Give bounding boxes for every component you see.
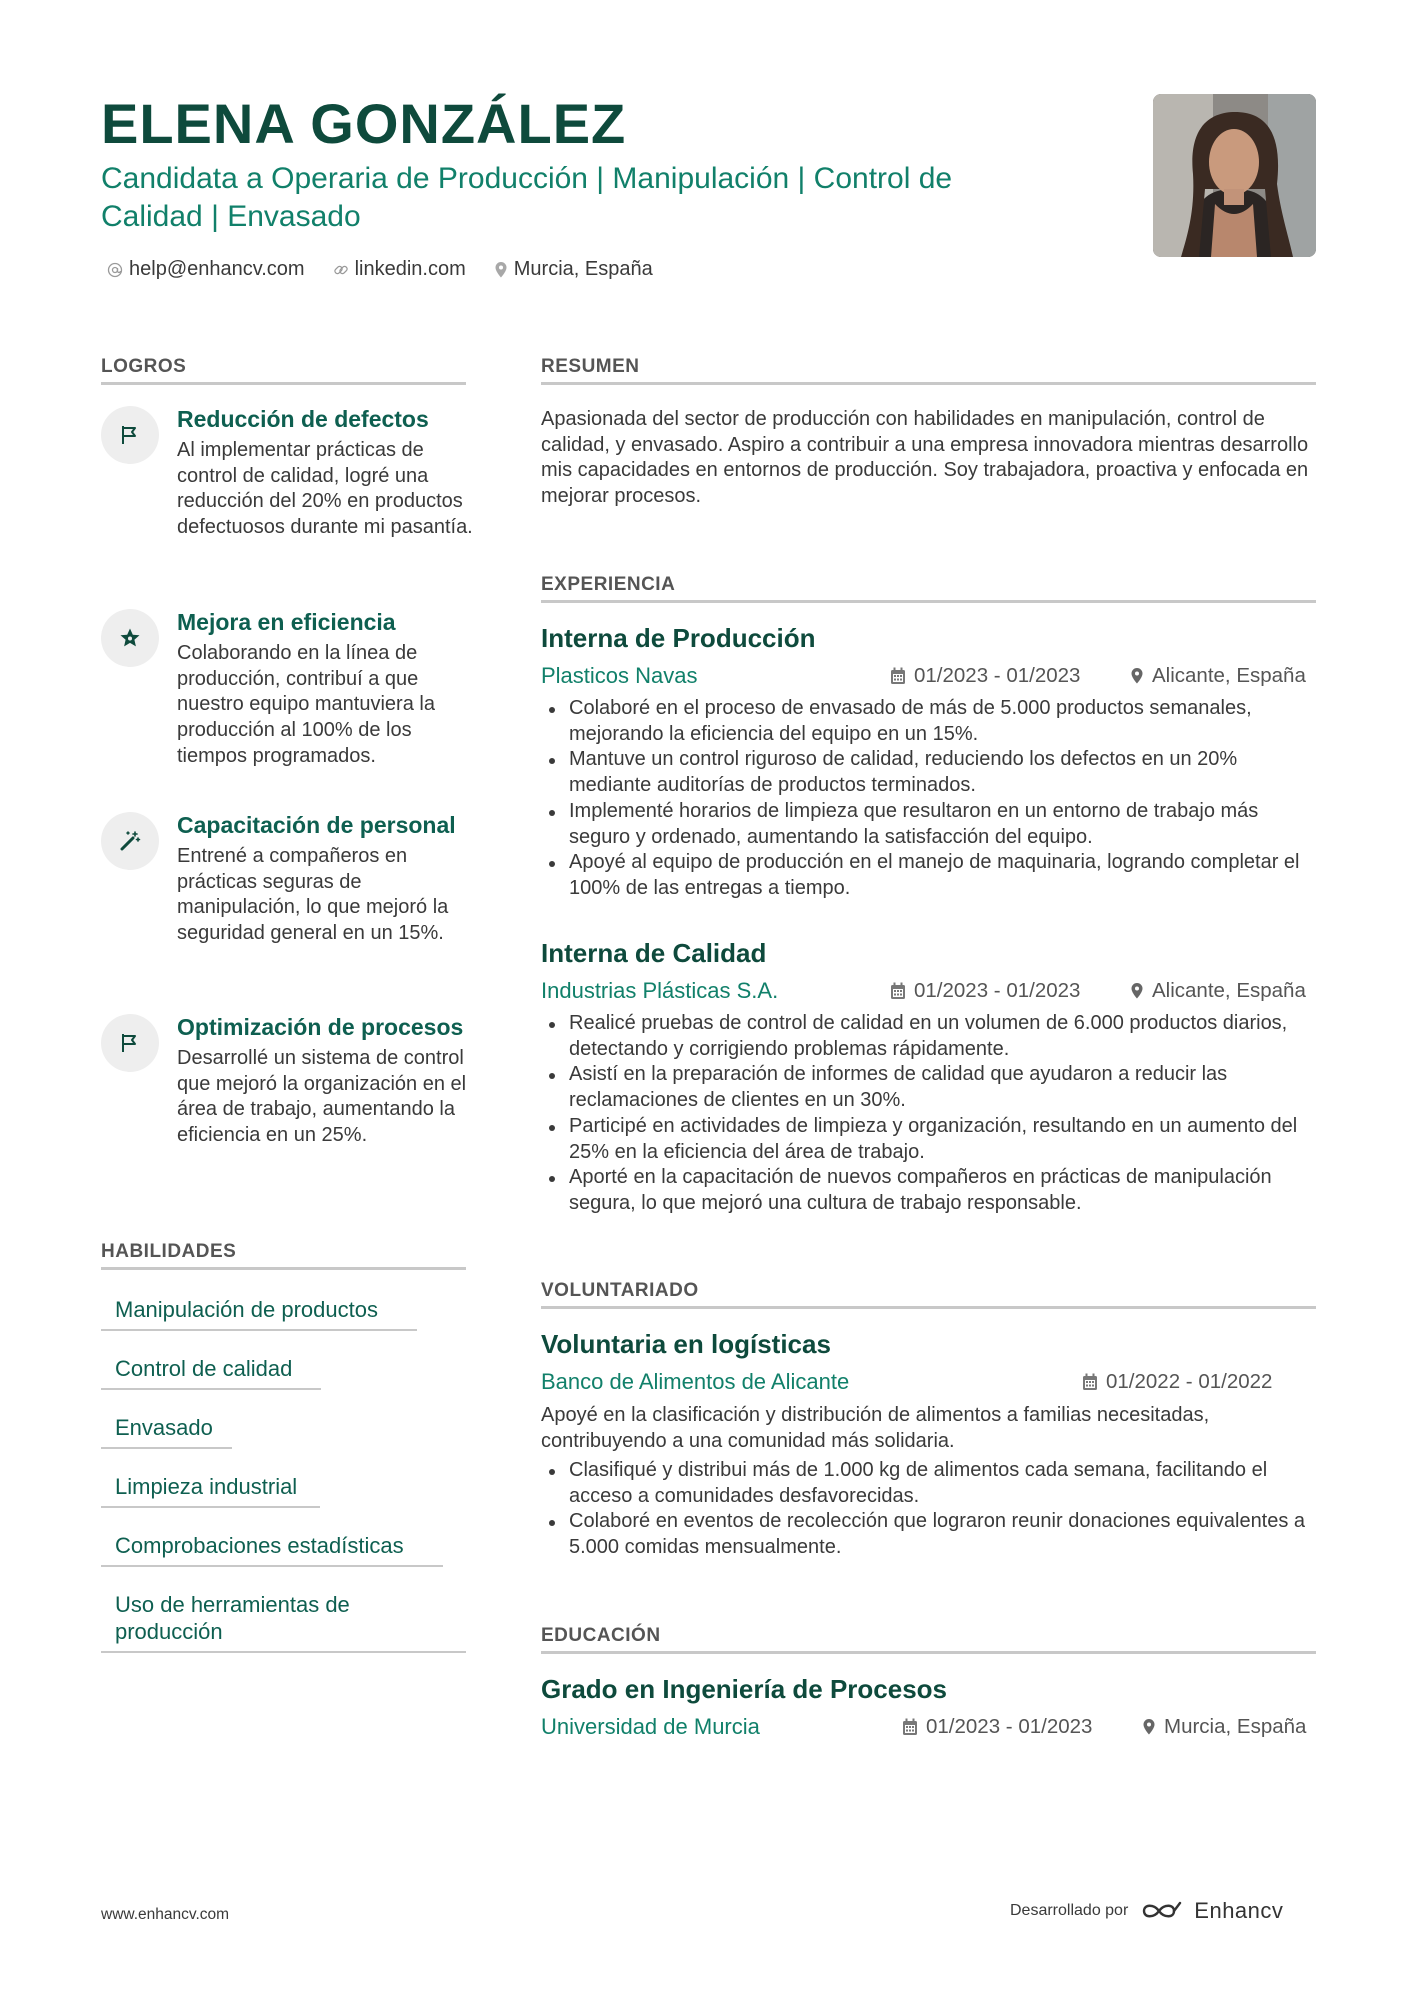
calendar-icon bbox=[890, 982, 906, 1000]
achievement-icon-wrap bbox=[101, 812, 159, 870]
location-text: Murcia, España bbox=[513, 258, 653, 280]
volunteer-organization: Banco de Alimentos de Alicante bbox=[541, 1369, 850, 1394]
achievements-divider bbox=[101, 382, 466, 385]
education-location bbox=[1142, 1713, 1306, 1741]
achievement-title: Mejora en eficiencia bbox=[177, 609, 396, 635]
volunteer-bullet: Clasifiqué y distribui más de 1.000 kg de alimentos cada semana, facilitando el acceso a comunidades desfavorecidas. bbox=[541, 1458, 1321, 1509]
footer-branding bbox=[1010, 1898, 1283, 1924]
achievement-icon-wrap bbox=[101, 406, 159, 464]
location-pin-icon bbox=[1142, 1718, 1156, 1736]
job-bullet: Implementé horarios de limpieza que resultaron en un entorno de trabajo más seguro y ordenado, aumentando la satisfacción del equipo. bbox=[541, 799, 1321, 850]
job-bullet: Apoyé al equipo de producción en el manejo de maquinaria, logrando completar el 100% de las entregas a tiempo. bbox=[541, 850, 1321, 901]
footer-brand[interactable]: Enhancv bbox=[1194, 1898, 1284, 1923]
volunteer-bullets bbox=[541, 1458, 1321, 1561]
summary-heading: RESUMEN bbox=[541, 356, 640, 377]
candidate-subtitle: Candidata a Operaria de Producción | Manipulación | Control de Calidad | Envasado bbox=[101, 162, 953, 233]
skill-item: Comprobaciones estadísticas bbox=[101, 1532, 443, 1567]
volunteer-dates-text: 01/2022 - 01/2022 bbox=[1106, 1370, 1273, 1393]
link-icon bbox=[333, 262, 349, 278]
education-dates-text: 01/2023 - 01/2023 bbox=[926, 1715, 1093, 1738]
volunteer-title: Voluntaria en logísticas bbox=[541, 1329, 831, 1359]
achievement-icon-wrap bbox=[101, 1014, 159, 1072]
skill-item: Envasado bbox=[101, 1414, 232, 1449]
linkedin-text: linkedin.com bbox=[354, 258, 466, 280]
volunteering-heading: VOLUNTARIADO bbox=[541, 1280, 699, 1301]
location-pin-icon bbox=[494, 261, 508, 279]
experience-heading: EXPERIENCIA bbox=[541, 574, 676, 595]
job-location-text: Alicante, España bbox=[1152, 664, 1306, 687]
education-location-text: Murcia, España bbox=[1164, 1715, 1307, 1738]
skill-item: Limpieza industrial bbox=[101, 1473, 320, 1508]
job-bullet: Realicé pruebas de control de calidad en un volumen de 6.000 productos diarios, detectando y corrigiendo problemas rápidamente. bbox=[541, 1011, 1321, 1062]
summary-divider bbox=[541, 382, 1316, 385]
candidate-name: ELENA GONZÁLEZ bbox=[101, 92, 627, 155]
job-dates bbox=[890, 977, 1080, 1005]
star-icon bbox=[118, 626, 142, 650]
job-bullet: Aporté en la capacitación de nuevos compañeros en prácticas de manipulación segura, lo que mejoró una cultura de trabajo responsable. bbox=[541, 1165, 1321, 1216]
footer-website[interactable]: www.enhancv.com bbox=[101, 1906, 230, 1923]
job-dates bbox=[890, 662, 1080, 690]
achievement-text: Desarrollé un sistema de control que mejoró la organización en el área de trabajo, aumentando la eficiencia en un 25%. bbox=[177, 1047, 467, 1147]
achievement-title: Optimización de procesos bbox=[177, 1014, 464, 1040]
achievement-item bbox=[101, 607, 471, 777]
education-heading: EDUCACIÓN bbox=[541, 1625, 661, 1646]
achievement-text: Entrené a compañeros en prácticas seguras de manipulación, lo que mejoró la seguridad general en un 15%. bbox=[177, 845, 449, 945]
education-divider bbox=[541, 1651, 1316, 1654]
achievements-heading: LOGROS bbox=[101, 356, 187, 377]
education-degree: Grado en Ingeniería de Procesos bbox=[541, 1674, 948, 1704]
flag-icon bbox=[118, 423, 142, 447]
skill-item: Uso de herramientas de producción bbox=[101, 1591, 466, 1653]
volunteer-bullet: Colaboré en eventos de recolección que lograron reunir donaciones equivalentes a 5.000 comidas mensualmente. bbox=[541, 1509, 1321, 1560]
profile-photo bbox=[1153, 94, 1316, 257]
contact-linkedin[interactable] bbox=[333, 258, 466, 281]
volunteer-dates bbox=[1082, 1368, 1272, 1396]
achievement-icon-wrap bbox=[101, 609, 159, 667]
job-bullets bbox=[541, 696, 1321, 902]
at-icon bbox=[107, 262, 123, 278]
email-text: help@enhancv.com bbox=[129, 258, 305, 280]
achievement-item bbox=[101, 1012, 471, 1182]
skill-item: Manipulación de productos bbox=[101, 1296, 417, 1331]
job-title: Interna de Calidad bbox=[541, 938, 767, 968]
job-bullets bbox=[541, 1011, 1321, 1217]
job-location bbox=[1130, 662, 1306, 690]
contact-email[interactable] bbox=[107, 258, 305, 281]
flag-icon bbox=[118, 1031, 142, 1055]
job-company: Industrias Plásticas S.A. bbox=[541, 978, 779, 1003]
skills-heading: HABILIDADES bbox=[101, 1241, 237, 1262]
education-dates bbox=[902, 1713, 1092, 1741]
achievement-item bbox=[101, 810, 471, 980]
achievement-title: Reducción de defectos bbox=[177, 406, 429, 432]
footer-powered-by: Desarrollado por bbox=[1010, 1902, 1129, 1919]
contact-location bbox=[494, 258, 653, 281]
job-company: Plasticos Navas bbox=[541, 663, 698, 688]
achievement-text: Colaborando en la línea de producción, contribuí a que nuestro equipo mantuviera la producción al 100% de los tiempos programados. bbox=[177, 642, 435, 767]
skill-item: Control de calidad bbox=[101, 1355, 321, 1390]
job-bullet: Participé en actividades de limpieza y organización, resultando en un aumento del 25% en la eficiencia del área de trabajo. bbox=[541, 1114, 1321, 1165]
volunteering-divider bbox=[541, 1306, 1316, 1309]
volunteer-description: Apoyé en la clasificación y distribución de alimentos a familias necesitadas, contribuyendo a una comunidad más solidaria. bbox=[541, 1404, 1210, 1452]
job-title: Interna de Producción bbox=[541, 623, 816, 653]
job-bullet: Mantuve un control riguroso de calidad, reduciendo los defectos en un 20% mediante auditorías de productos terminados. bbox=[541, 747, 1321, 798]
skills-divider bbox=[101, 1267, 466, 1270]
achievement-item bbox=[101, 404, 471, 574]
summary-text: Apasionada del sector de producción con habilidades en manipulación, control de calidad, y envasado. Aspiro a contribuir a una empresa innovadora mientras desarrollo mis capacidades en entornos de producción. Soy trabajadora, proactiva y enfocada en mejorar procesos. bbox=[541, 408, 1309, 508]
job-bullet: Colaboré en el proceso de envasado de más de 5.000 productos semanales, mejorando la eficiencia del equipo en un 15%. bbox=[541, 696, 1321, 747]
magic-wand-icon bbox=[118, 829, 142, 853]
calendar-icon bbox=[902, 1718, 918, 1736]
location-pin-icon bbox=[1130, 667, 1144, 685]
enhancv-logo-icon bbox=[1138, 1899, 1184, 1923]
job-dates-text: 01/2023 - 01/2023 bbox=[914, 979, 1081, 1002]
experience-divider bbox=[541, 600, 1316, 603]
education-school: Universidad de Murcia bbox=[541, 1714, 760, 1739]
calendar-icon bbox=[1082, 1373, 1098, 1391]
location-pin-icon bbox=[1130, 982, 1144, 1000]
job-dates-text: 01/2023 - 01/2023 bbox=[914, 664, 1081, 687]
calendar-icon bbox=[890, 667, 906, 685]
job-bullet: Asistí en la preparación de informes de calidad que ayudaron a reducir las reclamaciones de clientes en un 30%. bbox=[541, 1062, 1321, 1113]
achievement-title: Capacitación de personal bbox=[177, 812, 456, 838]
contact-bar bbox=[107, 258, 653, 281]
achievement-text: Al implementar prácticas de control de calidad, logré una reducción del 20% en productos defectuosos durante mi pasantía. bbox=[177, 439, 473, 539]
job-location bbox=[1130, 977, 1306, 1005]
job-location-text: Alicante, España bbox=[1152, 979, 1306, 1002]
